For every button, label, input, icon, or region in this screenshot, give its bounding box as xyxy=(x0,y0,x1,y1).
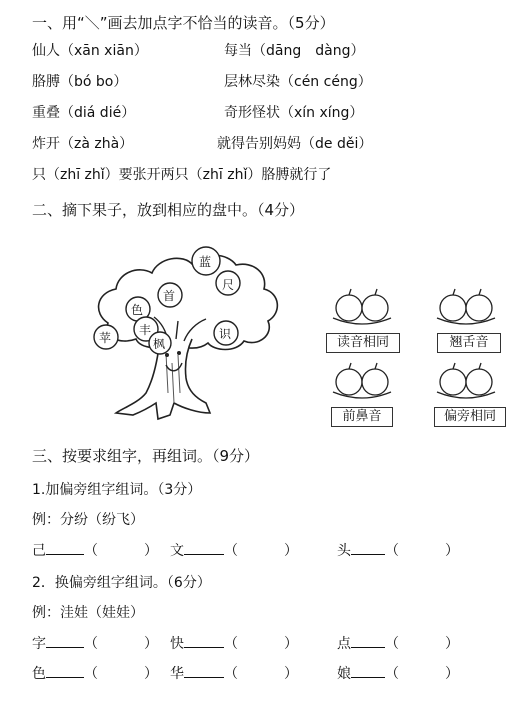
paren-open: （ xyxy=(224,636,238,652)
base-char: 娘 xyxy=(337,666,351,682)
answer-blank[interactable] xyxy=(184,554,224,555)
base-char: 文 xyxy=(170,543,184,559)
item-1-right: 每当（dāng dàng） xyxy=(224,43,365,59)
fruit-shi: 识 xyxy=(219,327,232,341)
item-5-line: 只（zhī zhǐ）要张开两只（zhī zhǐ）胳膊就行了 xyxy=(32,167,332,183)
section3-title: 三、按要求组字，再组词。（9分） xyxy=(32,447,260,465)
section2-title: 二、摘下果子，放到相应的盘中。（4分） xyxy=(32,201,305,219)
fruit-shou: 首 xyxy=(163,289,176,303)
base-char: 色 xyxy=(32,666,46,682)
paren-open: （ xyxy=(224,666,238,682)
fruit-chi: 尺 xyxy=(222,278,235,292)
paren-close: ） xyxy=(445,636,459,652)
paren-close: ） xyxy=(144,636,158,652)
answer-blank[interactable] xyxy=(351,677,385,678)
paren-close: ） xyxy=(284,636,298,652)
paren-open: （ xyxy=(84,666,98,682)
item-2-left: 胳膊（bó bo） xyxy=(32,74,128,90)
part1-row xyxy=(32,540,158,560)
paren-close: ） xyxy=(445,543,459,559)
part1-example: 例：分纷（纷飞） xyxy=(32,512,144,528)
paren-open: （ xyxy=(84,636,98,652)
answer-blank[interactable] xyxy=(46,677,84,678)
paren-open: （ xyxy=(385,666,399,682)
item-1-left: 仙人（xān xiān） xyxy=(32,43,148,59)
base-char: 点 xyxy=(337,636,351,652)
paren-close: ） xyxy=(284,543,298,559)
paren-open: （ xyxy=(224,543,238,559)
paren-close: ） xyxy=(144,666,158,682)
part1-row xyxy=(170,540,298,560)
answer-blank[interactable] xyxy=(184,647,224,648)
part2-row-1 xyxy=(170,633,298,653)
fruit-feng: 丰 xyxy=(139,323,152,337)
answer-blank[interactable] xyxy=(46,647,84,648)
answer-blank[interactable] xyxy=(184,677,224,678)
part2-row-1 xyxy=(337,633,459,653)
paren-open: （ xyxy=(385,543,399,559)
base-char: 己 xyxy=(32,543,46,559)
plate-label-front-nasal[interactable]: 前鼻音 xyxy=(331,407,393,427)
base-char: 头 xyxy=(337,543,351,559)
paren-close: ） xyxy=(144,543,158,559)
part2-row-1 xyxy=(32,633,158,653)
plate-label-same-radical[interactable]: 偏旁相同 xyxy=(434,407,506,427)
part1-row xyxy=(337,540,459,560)
paren-open: （ xyxy=(385,636,399,652)
part2-row-2 xyxy=(337,663,459,683)
fruit-ping: 苹 xyxy=(99,331,112,345)
part2-row-2 xyxy=(32,663,158,683)
part1-title: 1.加偏旁组字组词。（3分） xyxy=(32,482,202,498)
plate-label-same-sound[interactable]: 读音相同 xyxy=(326,333,400,353)
part2-example: 例：洼娃（娃娃） xyxy=(32,605,144,621)
part2-row-2 xyxy=(170,663,298,683)
fruit-feng2: 枫 xyxy=(153,337,166,351)
fruit-lan: 蓝 xyxy=(199,255,212,269)
part2-title: 2．换偏旁组字组词。（6分） xyxy=(32,575,211,591)
fruit-layer xyxy=(88,243,284,423)
answer-blank[interactable] xyxy=(351,554,385,555)
base-char: 华 xyxy=(170,666,184,682)
base-char: 字 xyxy=(32,636,46,652)
paren-close: ） xyxy=(284,666,298,682)
item-2-right: 层林尽染（cén céng） xyxy=(224,74,372,90)
section1-title: 一、用“＼”画去加点字不恰当的读音。（5分） xyxy=(32,14,335,32)
answer-blank[interactable] xyxy=(351,647,385,648)
item-4-left: 炸开（zà zhà） xyxy=(32,136,134,152)
paren-close: ） xyxy=(445,666,459,682)
item-4-right: 就得告别妈妈（de děi） xyxy=(217,136,373,152)
fruit-se: 色 xyxy=(131,303,144,317)
item-3-right: 奇形怪状（xín xíng） xyxy=(224,105,364,121)
item-3-left: 重叠（diá dié） xyxy=(32,105,136,121)
base-char: 快 xyxy=(170,636,184,652)
paren-open: （ xyxy=(84,543,98,559)
answer-blank[interactable] xyxy=(46,554,84,555)
plate-label-retroflex[interactable]: 翘舌音 xyxy=(437,333,501,353)
